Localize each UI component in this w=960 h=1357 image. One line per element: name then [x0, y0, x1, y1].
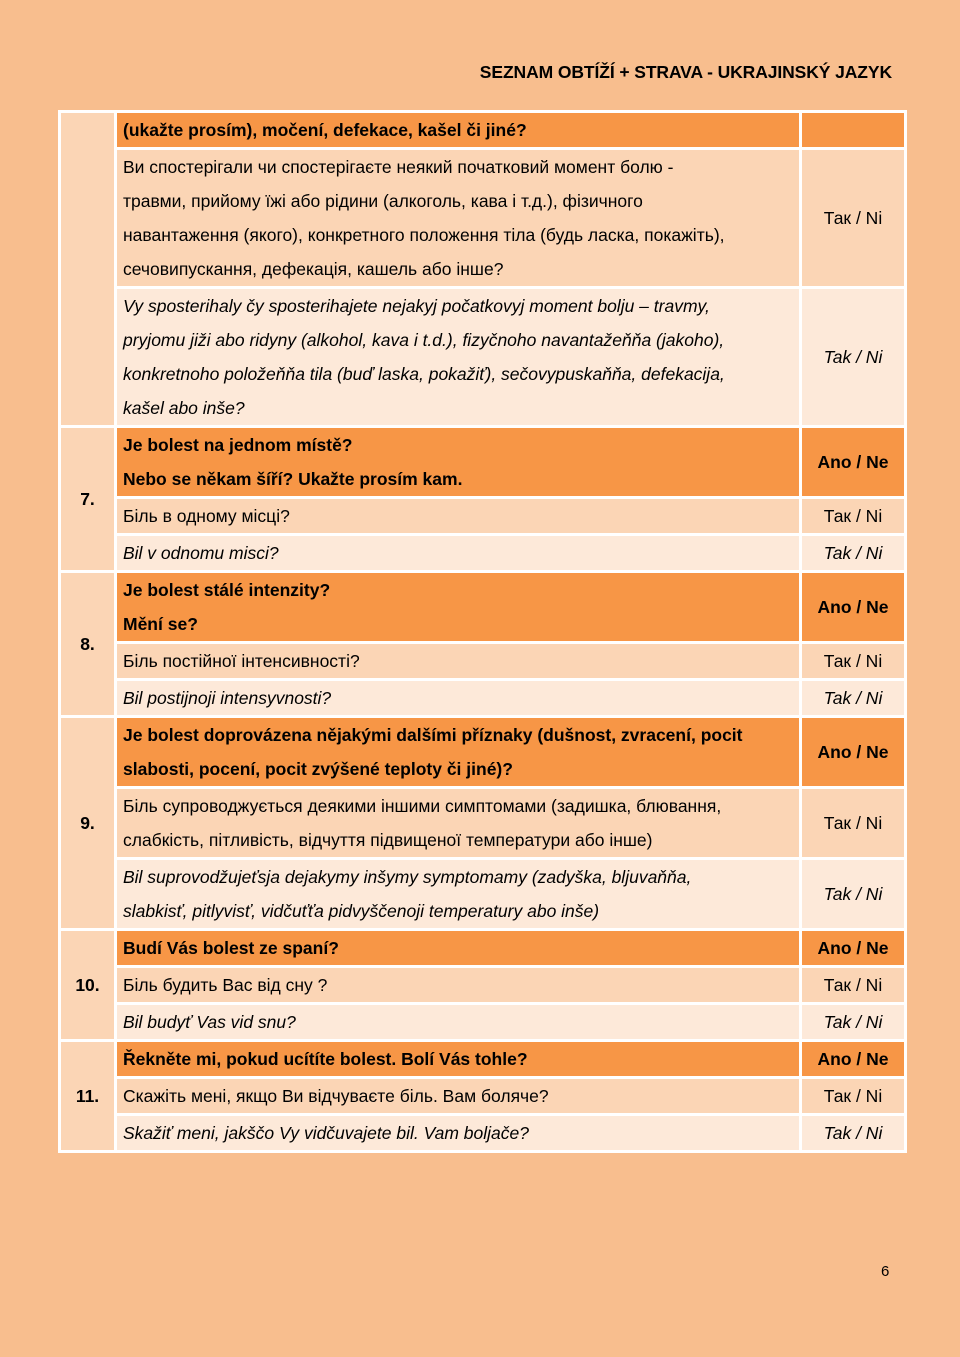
ukrainian-question — [116, 498, 801, 535]
question-line: Vy sposterihaly čy sposterihajete nejakyj počatkovyj moment bolju – travmy, — [123, 296, 710, 316]
table-row — [60, 572, 906, 643]
czech-question — [116, 112, 801, 149]
ukrainian-answer[interactable]: Так / Ni — [801, 967, 906, 1004]
ukrainian-answer[interactable]: Так / Ni — [801, 498, 906, 535]
czech-question — [116, 717, 801, 788]
question-line: Je bolest na jednom místě? — [123, 435, 353, 455]
ukrainian-answer[interactable]: Так / Ni — [801, 788, 906, 859]
ukrainian-answer[interactable]: Так / Ni — [801, 149, 906, 288]
question-number: 11. — [60, 1041, 116, 1152]
ukrainian-answer[interactable]: Так / Ni — [801, 643, 906, 680]
ukrainian-question — [116, 967, 801, 1004]
question-line: слабкість, пітливість, відчуття підвищеної температури або інше) — [123, 830, 653, 850]
table-row — [60, 427, 906, 498]
czech-answer[interactable]: Ano / Ne — [801, 572, 906, 643]
question-line: kašel abo inše? — [123, 398, 245, 418]
czech-answer[interactable] — [801, 112, 906, 149]
question-line: Nebo se někam šíří? Ukažte prosím kam. — [123, 469, 463, 489]
question-line: навантаження (якого), конкретного положення тіла (будь ласка, покажіть), — [123, 225, 725, 245]
transliteration-question — [116, 680, 801, 717]
czech-answer[interactable]: Ano / Ne — [801, 427, 906, 498]
table-row — [60, 1115, 906, 1152]
transliteration-question — [116, 288, 801, 427]
ukrainian-question — [116, 788, 801, 859]
question-line: Біль в одному місці? — [123, 506, 290, 526]
question-line: Mění se? — [123, 614, 198, 634]
question-line: Skažiť meni, jakščo Vy vidčuvajete bil. Vam boljače? — [123, 1123, 529, 1143]
czech-answer[interactable]: Ano / Ne — [801, 930, 906, 967]
table-row — [60, 930, 906, 967]
question-number: 9. — [60, 717, 116, 930]
question-line: Bil suprovodžujeťsja dejakymy inšymy symptomamy (zadyška, bljuvaňňa, — [123, 867, 692, 887]
question-number — [60, 112, 116, 427]
transliteration-answer[interactable]: Tak / Ni — [801, 859, 906, 930]
ukrainian-question — [116, 149, 801, 288]
table-row — [60, 717, 906, 788]
table-row — [60, 643, 906, 680]
table-row — [60, 1004, 906, 1041]
question-line: Je bolest doprovázena nějakými dalšími příznaky (dušnost, zvracení, pocit — [123, 725, 743, 745]
transliteration-answer[interactable]: Tak / Ni — [801, 1115, 906, 1152]
questions-table — [58, 110, 907, 1153]
table-row — [60, 535, 906, 572]
question-line: Bil postijnoji intensyvnosti? — [123, 688, 332, 708]
table-row — [60, 1078, 906, 1115]
question-line: Біль супроводжується деякими іншими симптомами (задишка, блювання, — [123, 796, 722, 816]
transliteration-question — [116, 1004, 801, 1041]
ukrainian-question — [116, 1078, 801, 1115]
czech-question — [116, 1041, 801, 1078]
question-line: Bil budyť Vas vid snu? — [123, 1012, 296, 1032]
transliteration-question — [116, 1115, 801, 1152]
question-line: сечовипускання, дефекація, кашель або інше? — [123, 259, 504, 279]
table-row — [60, 498, 906, 535]
question-number: 7. — [60, 427, 116, 572]
question-line: Скажіть мені, якщо Ви відчуваєте біль. Вам боляче? — [123, 1086, 549, 1106]
question-line: Budí Vás bolest ze spaní? — [123, 938, 339, 958]
czech-answer[interactable]: Ano / Ne — [801, 1041, 906, 1078]
table-row — [60, 149, 906, 288]
transliteration-answer[interactable]: Tak / Ni — [801, 680, 906, 717]
table-row — [60, 859, 906, 930]
czech-answer[interactable]: Ano / Ne — [801, 717, 906, 788]
question-line: Біль постійної інтенсивності? — [123, 651, 360, 671]
page-header-title: SEZNAM OBTÍŽÍ + STRAVA - UKRAJINSKÝ JAZYK — [479, 62, 892, 82]
question-line: slabosti, pocení, pocit zvýšené teploty či jiné)? — [123, 759, 513, 779]
ukrainian-question — [116, 643, 801, 680]
czech-question — [116, 427, 801, 498]
question-line: травми, прийому їжі або рідини (алкоголь, кава і т.д.), фізичного — [123, 191, 643, 211]
question-line: konkretnoho položeňňa tila (buď laska, pokažiť), sečovypuskaňňa, defekacija, — [123, 364, 725, 384]
transliteration-question — [116, 535, 801, 572]
table-row — [60, 680, 906, 717]
question-line: Біль будить Вас від сну ? — [123, 975, 328, 995]
transliteration-answer[interactable]: Tak / Ni — [801, 535, 906, 572]
transliteration-answer[interactable]: Tak / Ni — [801, 288, 906, 427]
question-line: Ви спостерігали чи спостерігаєте неякий початковий момент болю - — [123, 157, 674, 177]
table-row — [60, 967, 906, 1004]
table-row — [60, 788, 906, 859]
table-row — [60, 112, 906, 149]
czech-question — [116, 930, 801, 967]
czech-question — [116, 572, 801, 643]
question-line: Řekněte mi, pokud ucítíte bolest. Bolí Vás tohle? — [123, 1049, 528, 1069]
question-line: (ukažte prosím), močení, defekace, kašel či jiné? — [123, 120, 527, 140]
page-number: 6 — [881, 1263, 890, 1280]
question-number: 10. — [60, 930, 116, 1041]
question-line: slabkisť, pitlyvisť, vidčuťťa pidvyščenoji temperatury abo inše) — [123, 901, 600, 921]
transliteration-question — [116, 859, 801, 930]
question-number: 8. — [60, 572, 116, 717]
ukrainian-answer[interactable]: Так / Ni — [801, 1078, 906, 1115]
table-row — [60, 288, 906, 427]
transliteration-answer[interactable]: Tak / Ni — [801, 1004, 906, 1041]
table-row — [60, 1041, 906, 1078]
question-line: Je bolest stálé intenzity? — [123, 580, 331, 600]
question-line: pryjomu jiži abo ridyny (alkohol, kava i t.d.), fizyčnoho navantažeňňa (jakoho), — [123, 330, 725, 350]
question-line: Bil v odnomu misci? — [123, 543, 279, 563]
